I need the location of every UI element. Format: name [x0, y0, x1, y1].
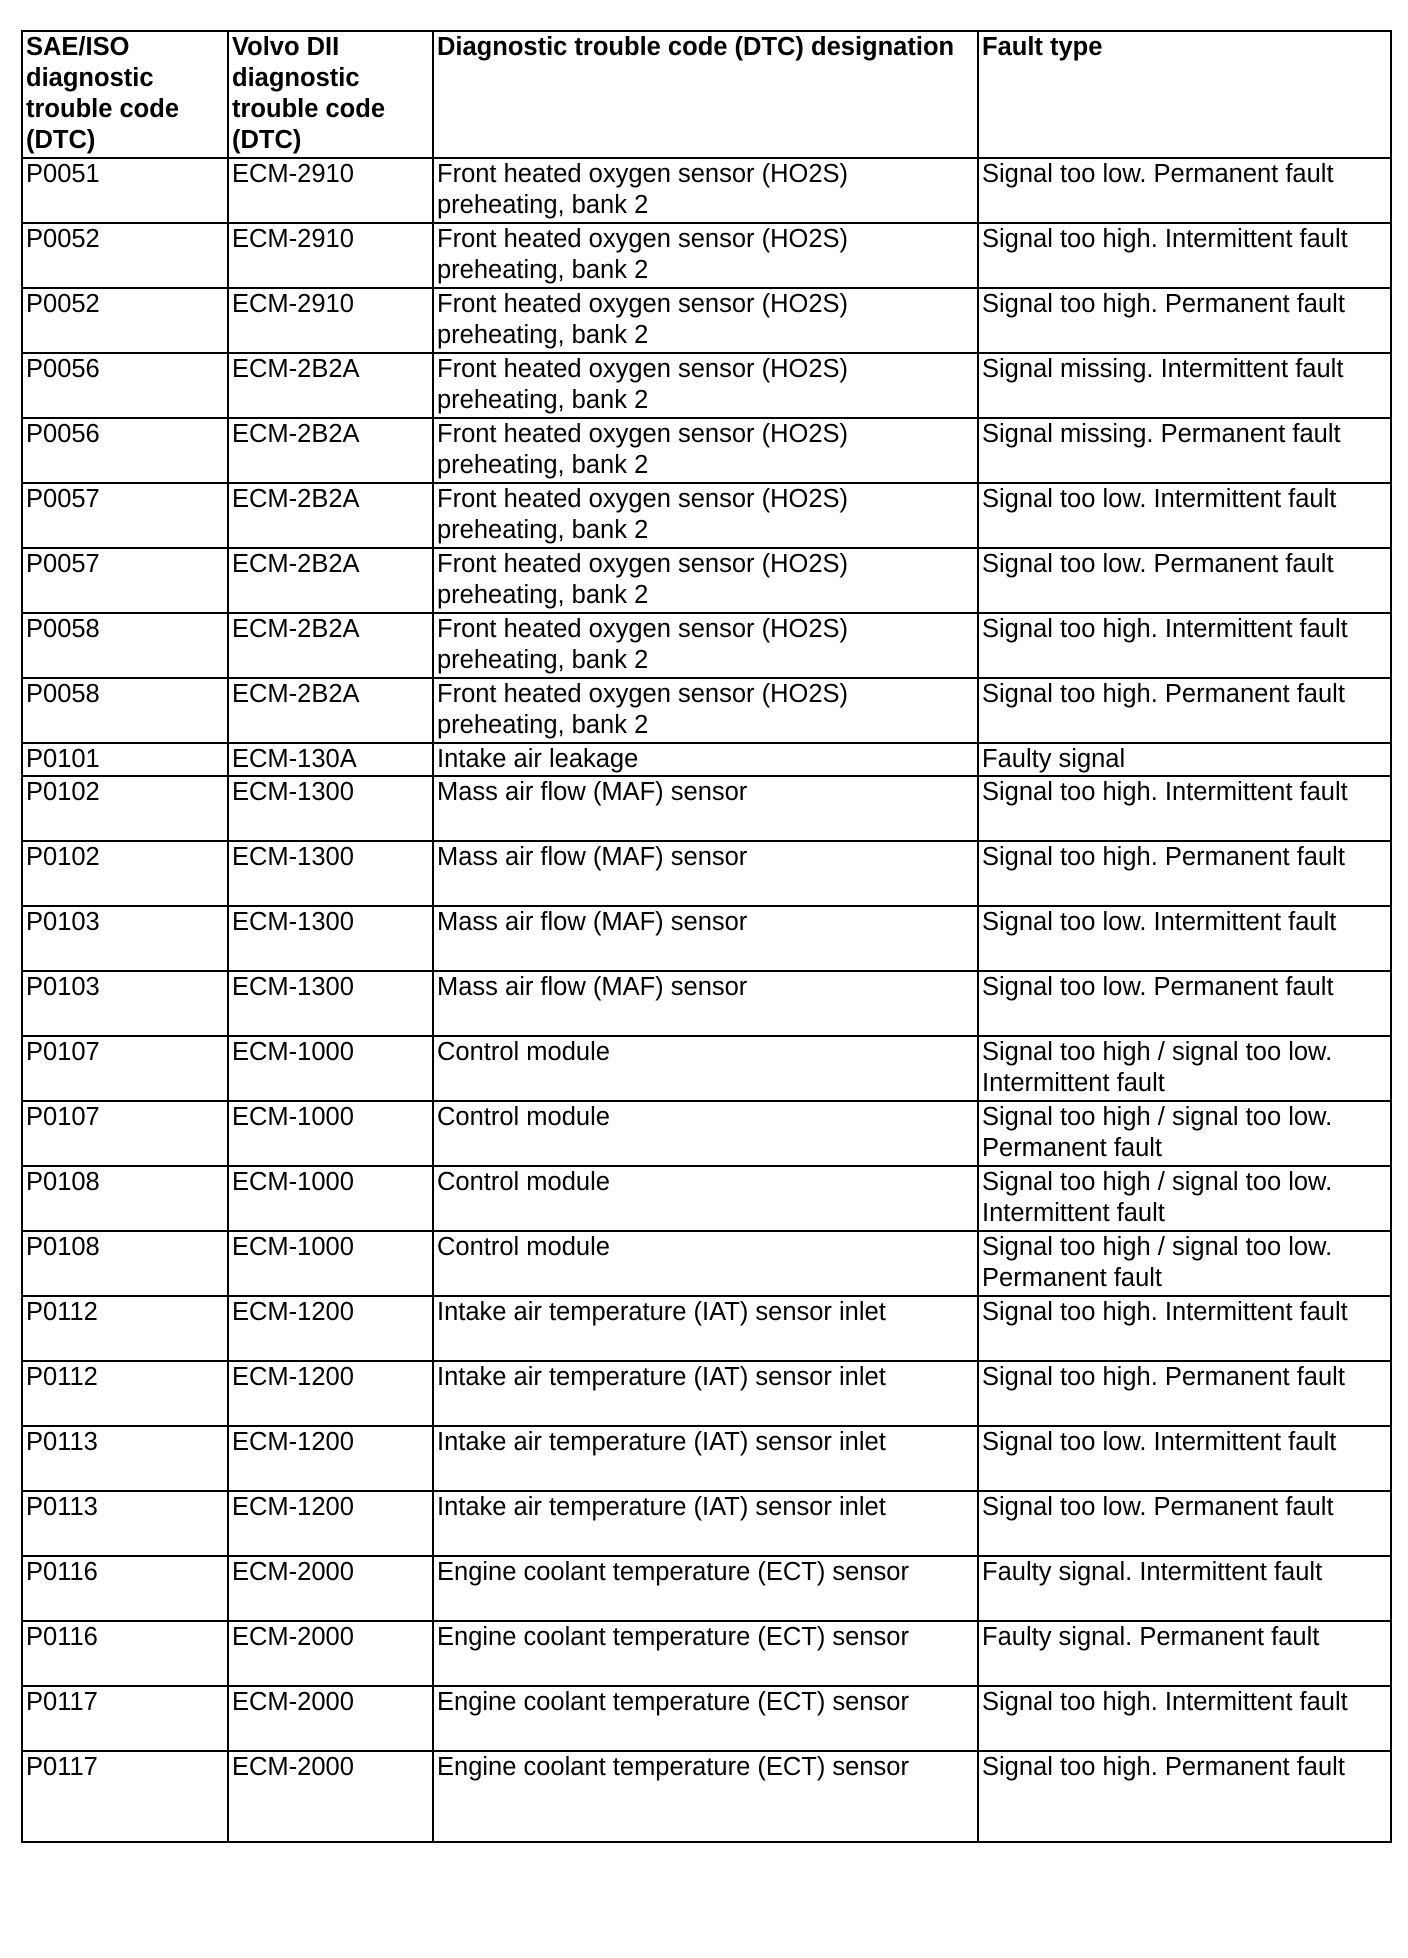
- cell-volvo-dii-code: ECM-1000: [228, 1166, 433, 1231]
- cell-fault-type: Signal too low. Permanent fault: [978, 1491, 1391, 1556]
- table-row: [22, 1036, 1391, 1101]
- cell-fault-type: Signal missing. Permanent fault: [978, 418, 1391, 483]
- cell-fault-type: Signal too high / signal too low. Intermittent fault: [978, 1036, 1391, 1101]
- table-row: [22, 1361, 1391, 1426]
- table-row: [22, 1296, 1391, 1361]
- cell-fault-type: Signal too high / signal too low. Permanent fault: [978, 1101, 1391, 1166]
- cell-dtc-designation: Front heated oxygen sensor (HO2S) preheating, bank 2: [433, 418, 978, 483]
- cell-dtc-designation: Engine coolant temperature (ECT) sensor: [433, 1751, 978, 1842]
- cell-sae-iso-code: P0112: [22, 1361, 228, 1426]
- cell-dtc-designation: Control module: [433, 1166, 978, 1231]
- cell-volvo-dii-code: ECM-1300: [228, 971, 433, 1036]
- cell-volvo-dii-code: ECM-2B2A: [228, 353, 433, 418]
- header-volvo-dii-dtc: Volvo DII diagnostic trouble code (DTC): [228, 31, 433, 158]
- cell-fault-type: Signal too high. Intermittent fault: [978, 1686, 1391, 1751]
- cell-volvo-dii-code: ECM-2B2A: [228, 483, 433, 548]
- cell-fault-type: Signal too high. Intermittent fault: [978, 613, 1391, 678]
- cell-fault-type: Signal too high. Permanent fault: [978, 841, 1391, 906]
- cell-volvo-dii-code: ECM-1300: [228, 906, 433, 971]
- cell-dtc-designation: Front heated oxygen sensor (HO2S) preheating, bank 2: [433, 678, 978, 743]
- cell-dtc-designation: Control module: [433, 1036, 978, 1101]
- table-row: [22, 1621, 1391, 1686]
- table-row: [22, 743, 1391, 776]
- cell-fault-type: Signal too high. Permanent fault: [978, 1751, 1391, 1842]
- table-row: [22, 1231, 1391, 1296]
- cell-sae-iso-code: P0117: [22, 1686, 228, 1751]
- cell-sae-iso-code: P0102: [22, 776, 228, 841]
- cell-dtc-designation: Engine coolant temperature (ECT) sensor: [433, 1621, 978, 1686]
- table-row: [22, 1751, 1391, 1842]
- cell-volvo-dii-code: ECM-1000: [228, 1101, 433, 1166]
- cell-sae-iso-code: P0102: [22, 841, 228, 906]
- table-row: [22, 288, 1391, 353]
- cell-fault-type: Faulty signal. Intermittent fault: [978, 1556, 1391, 1621]
- cell-dtc-designation: Control module: [433, 1231, 978, 1296]
- cell-volvo-dii-code: ECM-2B2A: [228, 613, 433, 678]
- table-row: [22, 1686, 1391, 1751]
- table-row: [22, 1166, 1391, 1231]
- cell-sae-iso-code: P0107: [22, 1036, 228, 1101]
- cell-sae-iso-code: P0101: [22, 743, 228, 776]
- cell-dtc-designation: Front heated oxygen sensor (HO2S) preheating, bank 2: [433, 158, 978, 223]
- cell-sae-iso-code: P0107: [22, 1101, 228, 1166]
- cell-sae-iso-code: P0116: [22, 1556, 228, 1621]
- cell-volvo-dii-code: ECM-2B2A: [228, 678, 433, 743]
- table-row: [22, 1101, 1391, 1166]
- cell-fault-type: Signal too high. Permanent fault: [978, 678, 1391, 743]
- cell-volvo-dii-code: ECM-1000: [228, 1036, 433, 1101]
- cell-volvo-dii-code: ECM-130A: [228, 743, 433, 776]
- cell-fault-type: Signal too high. Intermittent fault: [978, 776, 1391, 841]
- cell-fault-type: Signal too high. Intermittent fault: [978, 1296, 1391, 1361]
- cell-fault-type: Signal too high. Intermittent fault: [978, 223, 1391, 288]
- table-row: [22, 678, 1391, 743]
- cell-volvo-dii-code: ECM-1000: [228, 1231, 433, 1296]
- cell-volvo-dii-code: ECM-2000: [228, 1686, 433, 1751]
- cell-volvo-dii-code: ECM-2000: [228, 1751, 433, 1842]
- header-sae-iso-dtc: SAE/ISO diagnostic trouble code (DTC): [22, 31, 228, 158]
- header-dtc-designation: Diagnostic trouble code (DTC) designation: [433, 31, 978, 158]
- cell-sae-iso-code: P0058: [22, 613, 228, 678]
- cell-sae-iso-code: P0113: [22, 1426, 228, 1491]
- cell-sae-iso-code: P0052: [22, 288, 228, 353]
- cell-fault-type: Signal too low. Permanent fault: [978, 971, 1391, 1036]
- cell-sae-iso-code: P0103: [22, 971, 228, 1036]
- dtc-table: [21, 30, 1392, 1843]
- cell-dtc-designation: Mass air flow (MAF) sensor: [433, 776, 978, 841]
- cell-dtc-designation: Intake air leakage: [433, 743, 978, 776]
- cell-sae-iso-code: P0056: [22, 353, 228, 418]
- cell-volvo-dii-code: ECM-1200: [228, 1296, 433, 1361]
- cell-fault-type: Signal too high / signal too low. Permanent fault: [978, 1231, 1391, 1296]
- cell-dtc-designation: Mass air flow (MAF) sensor: [433, 841, 978, 906]
- cell-volvo-dii-code: ECM-2B2A: [228, 548, 433, 613]
- table-row: [22, 158, 1391, 223]
- cell-sae-iso-code: P0057: [22, 548, 228, 613]
- table-row: [22, 1426, 1391, 1491]
- table-row: [22, 353, 1391, 418]
- cell-fault-type: Signal missing. Intermittent fault: [978, 353, 1391, 418]
- cell-sae-iso-code: P0057: [22, 483, 228, 548]
- cell-dtc-designation: Front heated oxygen sensor (HO2S) preheating, bank 2: [433, 353, 978, 418]
- cell-sae-iso-code: P0112: [22, 1296, 228, 1361]
- table-row: [22, 548, 1391, 613]
- cell-sae-iso-code: P0116: [22, 1621, 228, 1686]
- cell-dtc-designation: Control module: [433, 1101, 978, 1166]
- cell-volvo-dii-code: ECM-2000: [228, 1556, 433, 1621]
- table-row: [22, 613, 1391, 678]
- cell-dtc-designation: Mass air flow (MAF) sensor: [433, 906, 978, 971]
- cell-fault-type: Signal too low. Intermittent fault: [978, 483, 1391, 548]
- cell-volvo-dii-code: ECM-1200: [228, 1426, 433, 1491]
- cell-sae-iso-code: P0103: [22, 906, 228, 971]
- cell-sae-iso-code: P0051: [22, 158, 228, 223]
- cell-fault-type: Signal too high. Permanent fault: [978, 1361, 1391, 1426]
- cell-volvo-dii-code: ECM-2910: [228, 158, 433, 223]
- cell-dtc-designation: Engine coolant temperature (ECT) sensor: [433, 1556, 978, 1621]
- cell-sae-iso-code: P0056: [22, 418, 228, 483]
- table-row: [22, 841, 1391, 906]
- cell-dtc-designation: Intake air temperature (IAT) sensor inlet: [433, 1361, 978, 1426]
- cell-dtc-designation: Front heated oxygen sensor (HO2S) preheating, bank 2: [433, 288, 978, 353]
- cell-volvo-dii-code: ECM-1300: [228, 841, 433, 906]
- cell-fault-type: Signal too low. Permanent fault: [978, 158, 1391, 223]
- cell-fault-type: Signal too high / signal too low. Intermittent fault: [978, 1166, 1391, 1231]
- cell-volvo-dii-code: ECM-1200: [228, 1491, 433, 1556]
- table-row: [22, 1491, 1391, 1556]
- cell-fault-type: Signal too low. Intermittent fault: [978, 906, 1391, 971]
- cell-fault-type: Faulty signal. Permanent fault: [978, 1621, 1391, 1686]
- table-body: [22, 158, 1391, 1842]
- cell-fault-type: Signal too high. Permanent fault: [978, 288, 1391, 353]
- cell-sae-iso-code: P0108: [22, 1231, 228, 1296]
- cell-dtc-designation: Intake air temperature (IAT) sensor inlet: [433, 1426, 978, 1491]
- cell-sae-iso-code: P0058: [22, 678, 228, 743]
- cell-dtc-designation: Front heated oxygen sensor (HO2S) preheating, bank 2: [433, 483, 978, 548]
- cell-dtc-designation: Front heated oxygen sensor (HO2S) preheating, bank 2: [433, 548, 978, 613]
- cell-sae-iso-code: P0108: [22, 1166, 228, 1231]
- cell-fault-type: Faulty signal: [978, 743, 1391, 776]
- cell-volvo-dii-code: ECM-1300: [228, 776, 433, 841]
- table-row: [22, 483, 1391, 548]
- cell-dtc-designation: Intake air temperature (IAT) sensor inlet: [433, 1296, 978, 1361]
- table-row: [22, 223, 1391, 288]
- table-row: [22, 418, 1391, 483]
- cell-fault-type: Signal too low. Intermittent fault: [978, 1426, 1391, 1491]
- cell-sae-iso-code: P0052: [22, 223, 228, 288]
- cell-volvo-dii-code: ECM-2910: [228, 288, 433, 353]
- cell-dtc-designation: Engine coolant temperature (ECT) sensor: [433, 1686, 978, 1751]
- table-row: [22, 776, 1391, 841]
- table-header-row: [22, 31, 1391, 158]
- cell-sae-iso-code: P0113: [22, 1491, 228, 1556]
- cell-fault-type: Signal too low. Permanent fault: [978, 548, 1391, 613]
- table-row: [22, 1556, 1391, 1621]
- cell-volvo-dii-code: ECM-2000: [228, 1621, 433, 1686]
- cell-volvo-dii-code: ECM-2B2A: [228, 418, 433, 483]
- cell-dtc-designation: Front heated oxygen sensor (HO2S) preheating, bank 2: [433, 223, 978, 288]
- header-fault-type: Fault type: [978, 31, 1391, 158]
- table-row: [22, 971, 1391, 1036]
- table-row: [22, 906, 1391, 971]
- cell-volvo-dii-code: ECM-1200: [228, 1361, 433, 1426]
- cell-dtc-designation: Intake air temperature (IAT) sensor inlet: [433, 1491, 978, 1556]
- cell-dtc-designation: Mass air flow (MAF) sensor: [433, 971, 978, 1036]
- cell-sae-iso-code: P0117: [22, 1751, 228, 1842]
- cell-dtc-designation: Front heated oxygen sensor (HO2S) preheating, bank 2: [433, 613, 978, 678]
- cell-volvo-dii-code: ECM-2910: [228, 223, 433, 288]
